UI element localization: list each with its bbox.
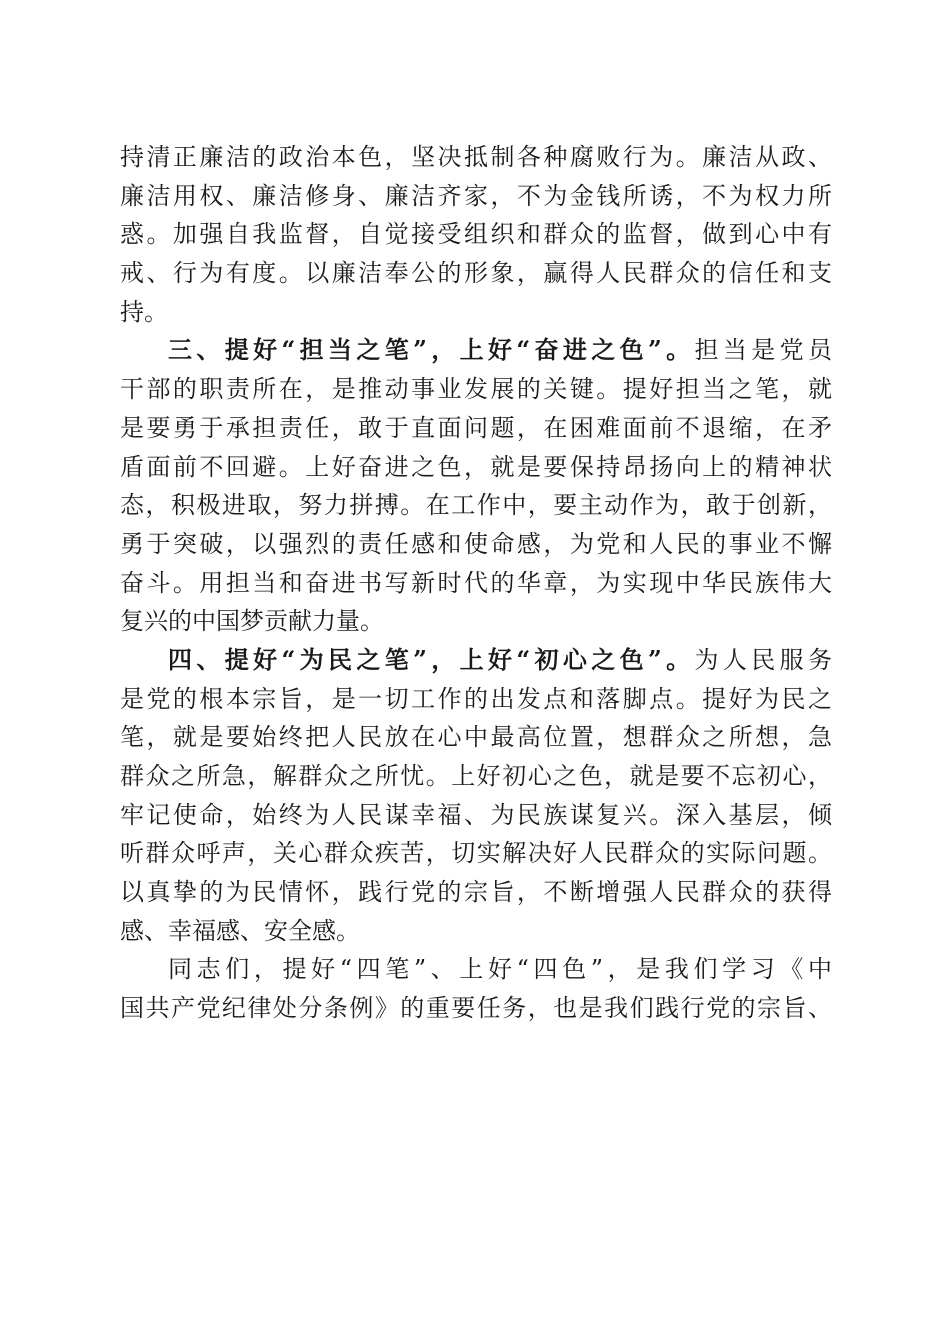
text-line: 笔，就是要始终把人民放在心中最高位置，想群众之所想，急 <box>120 723 832 752</box>
paragraph-section-3 <box>120 331 832 641</box>
paragraph-closing <box>120 950 832 1027</box>
text-line: 惑。加强自我监督，自觉接受组织和群众的监督，做到心中有 <box>120 220 832 249</box>
text-line: 是党的根本宗旨，是一切工作的出发点和落脚点。提好为民之 <box>120 684 832 713</box>
text-line: 是要勇于承担责任，敢于直面问题，在困难面前不退缩，在矛 <box>120 413 832 442</box>
text-line: 持。 <box>120 297 168 326</box>
paragraph-integrity <box>120 138 832 331</box>
text-line: 群众之所急，解群众之所忧。上好初心之色，就是要不忘初心， <box>120 762 832 790</box>
text-line: 勇于突破，以强烈的责任感和使命感，为党和人民的事业不懈 <box>120 529 832 558</box>
text-line: 同志们，提好“四笔”、上好“四色”，是我们学习《中 <box>168 955 832 984</box>
text-line: 国共产党纪律处分条例》的重要任务，也是我们践行党的宗旨、 <box>120 994 832 1023</box>
text-line: 盾面前不回避。上好奋进之色，就是要保持昂扬向上的精神状 <box>120 452 832 481</box>
text-line: 感、幸福感、安全感。 <box>120 916 360 945</box>
text-line: 廉洁用权、廉洁修身、廉洁齐家，不为金钱所诱，不为权力所 <box>120 181 832 210</box>
section-3-first-line <box>120 331 832 370</box>
text-line: 听群众呼声，关心群众疾苦，切实解决好人民群众的实际问题。 <box>120 839 832 868</box>
text-line: 奋斗。用担当和奋进书写新时代的华章，为实现中华民族伟大 <box>120 568 832 597</box>
text-line: 复兴的中国梦贡献力量。 <box>120 607 384 636</box>
text-line: 持清正廉洁的政治本色，坚决抵制各种腐败行为。廉洁从政、 <box>120 143 832 171</box>
text-line: 干部的职责所在，是推动事业发展的关键。提好担当之笔，就 <box>120 375 832 404</box>
text-line: 戒、行为有度。以廉洁奉公的形象，赢得人民群众的信任和支 <box>120 259 832 288</box>
section-3-heading: 三、提好“担当之笔”，上好“奋进之色”。 <box>168 335 695 365</box>
paragraph-section-4 <box>120 641 832 951</box>
text-line: 以真挚的为民情怀，践行党的宗旨，不断增强人民群众的获得 <box>120 878 832 907</box>
text-fragment: 担当是党员 <box>694 336 833 365</box>
section-4-heading: 四、提好“为民之笔”，上好“初心之色”。 <box>168 644 695 674</box>
text-fragment: 为人民服务 <box>694 645 833 674</box>
body-text <box>120 138 832 1028</box>
section-4-first-line <box>120 641 832 680</box>
text-line: 态，积极进取，努力拼搏。在工作中，要主动作为，敢于创新， <box>120 491 832 520</box>
text-line: 牢记使命，始终为人民谋幸福、为民族谋复兴。深入基层，倾 <box>120 800 832 829</box>
